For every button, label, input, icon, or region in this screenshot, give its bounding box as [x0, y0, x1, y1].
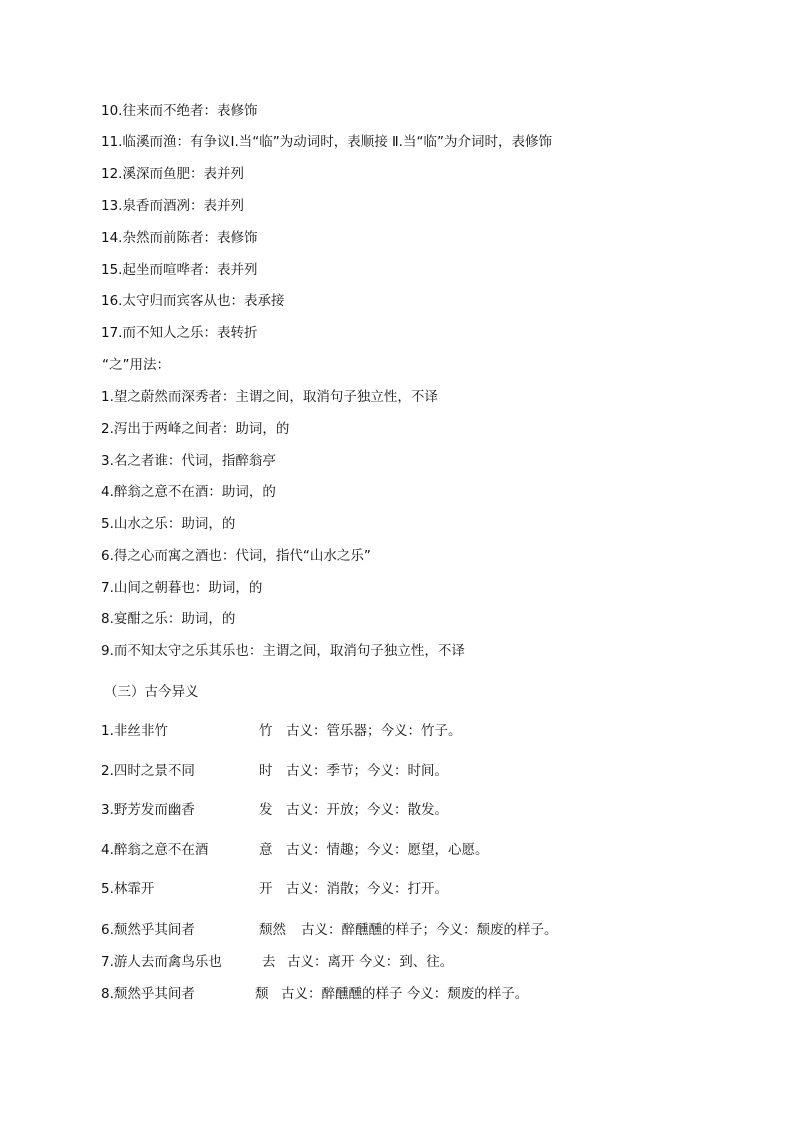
gujin-definition: 古义：开放；今义：散发。	[286, 802, 448, 818]
gujin-term: 8.颓然乎其间者	[101, 986, 195, 1002]
gujin-definition: 古义：消散；今义：打开。	[286, 881, 448, 897]
zhi-usage-item: 8.宴酣之乐：助词，的	[101, 611, 236, 627]
er-usage-item: 15.起坐而喧哗者：表并列	[101, 262, 258, 278]
gujin-char: 发	[259, 802, 273, 818]
gujin-term: 1.非丝非竹	[101, 723, 168, 739]
zhi-usage-item: 1.望之蔚然而深秀者：主谓之间，取消句子独立性，不译	[101, 389, 438, 405]
gujin-row	[101, 985, 529, 1003]
er-usage-item: 14.杂然而前陈者：表修饰	[101, 230, 258, 246]
gujin-row	[101, 762, 448, 780]
gujin-char: 意	[259, 842, 273, 858]
zhi-usage-item: 5.山水之乐：助词，的	[101, 516, 236, 532]
gujin-char: 颓然	[259, 922, 286, 938]
gujin-definition: 古义：醉醺醺的样子；今义：颓废的样子。	[301, 922, 558, 938]
zhi-usage-item: 2.泻出于两峰之间者：助词，的	[101, 421, 290, 437]
gujin-section-heading: （三）古今异义	[104, 684, 199, 700]
gujin-row	[101, 921, 558, 939]
gujin-term: 7.游人去而禽鸟乐也	[101, 954, 222, 970]
gujin-definition: 古义：离开 今义：到、往。	[287, 954, 454, 970]
zhi-usage-item: 7.山间之朝暮也：助词，的	[101, 580, 263, 596]
er-usage-item: 11.临溪而渔：有争议Ⅰ.当“临”为动词时，表顺接 Ⅱ.当“临”为介词时，表修饰	[101, 134, 552, 150]
gujin-row	[101, 880, 448, 898]
er-usage-item: 10.往来而不绝者：表修饰	[101, 103, 258, 119]
er-usage-item: 17.而不知人之乐：表转折	[101, 325, 258, 341]
gujin-term: 3.野芳发而幽香	[101, 802, 195, 818]
gujin-row	[101, 841, 489, 859]
zhi-usage-item: 4.醉翁之意不在酒：助词，的	[101, 484, 276, 500]
gujin-term: 5.林霏开	[101, 881, 155, 897]
gujin-row	[101, 722, 462, 740]
er-usage-item: 16.太守归而宾客从也：表承接	[101, 293, 285, 309]
gujin-row	[101, 801, 448, 819]
zhi-usage-item: 3.名之者谁：代词，指醉翁亭	[101, 453, 276, 469]
gujin-definition: 古义：醉醺醺的样子 今义：颓废的样子。	[281, 986, 529, 1002]
gujin-definition: 古义：季节；今义：时间。	[286, 763, 448, 779]
gujin-char: 颓	[255, 986, 269, 1002]
gujin-char: 竹	[259, 723, 273, 739]
gujin-definition: 古义：管乐器；今义：竹子。	[286, 723, 462, 739]
gujin-term: 4.醉翁之意不在酒	[101, 842, 209, 858]
zhi-usage-item: 9.而不知太守之乐其乐也：主谓之间，取消句子独立性，不译	[101, 643, 465, 659]
gujin-char: 去	[262, 954, 276, 970]
zhi-usage-item: 6.得之心而寓之酒也：代词，指代“山水之乐”	[101, 548, 371, 564]
gujin-char: 开	[259, 881, 273, 897]
er-usage-item: 13.泉香而酒冽：表并列	[101, 198, 244, 214]
zhi-usage-heading: “之”用法：	[102, 357, 170, 373]
er-usage-item: 12.溪深而鱼肥：表并列	[101, 166, 244, 182]
gujin-term: 6.颓然乎其间者	[101, 922, 195, 938]
gujin-term: 2.四时之景不同	[101, 763, 195, 779]
gujin-definition: 古义：情趣；今义：愿望，心愿。	[286, 842, 489, 858]
gujin-char: 时	[259, 763, 273, 779]
gujin-row	[101, 953, 454, 971]
